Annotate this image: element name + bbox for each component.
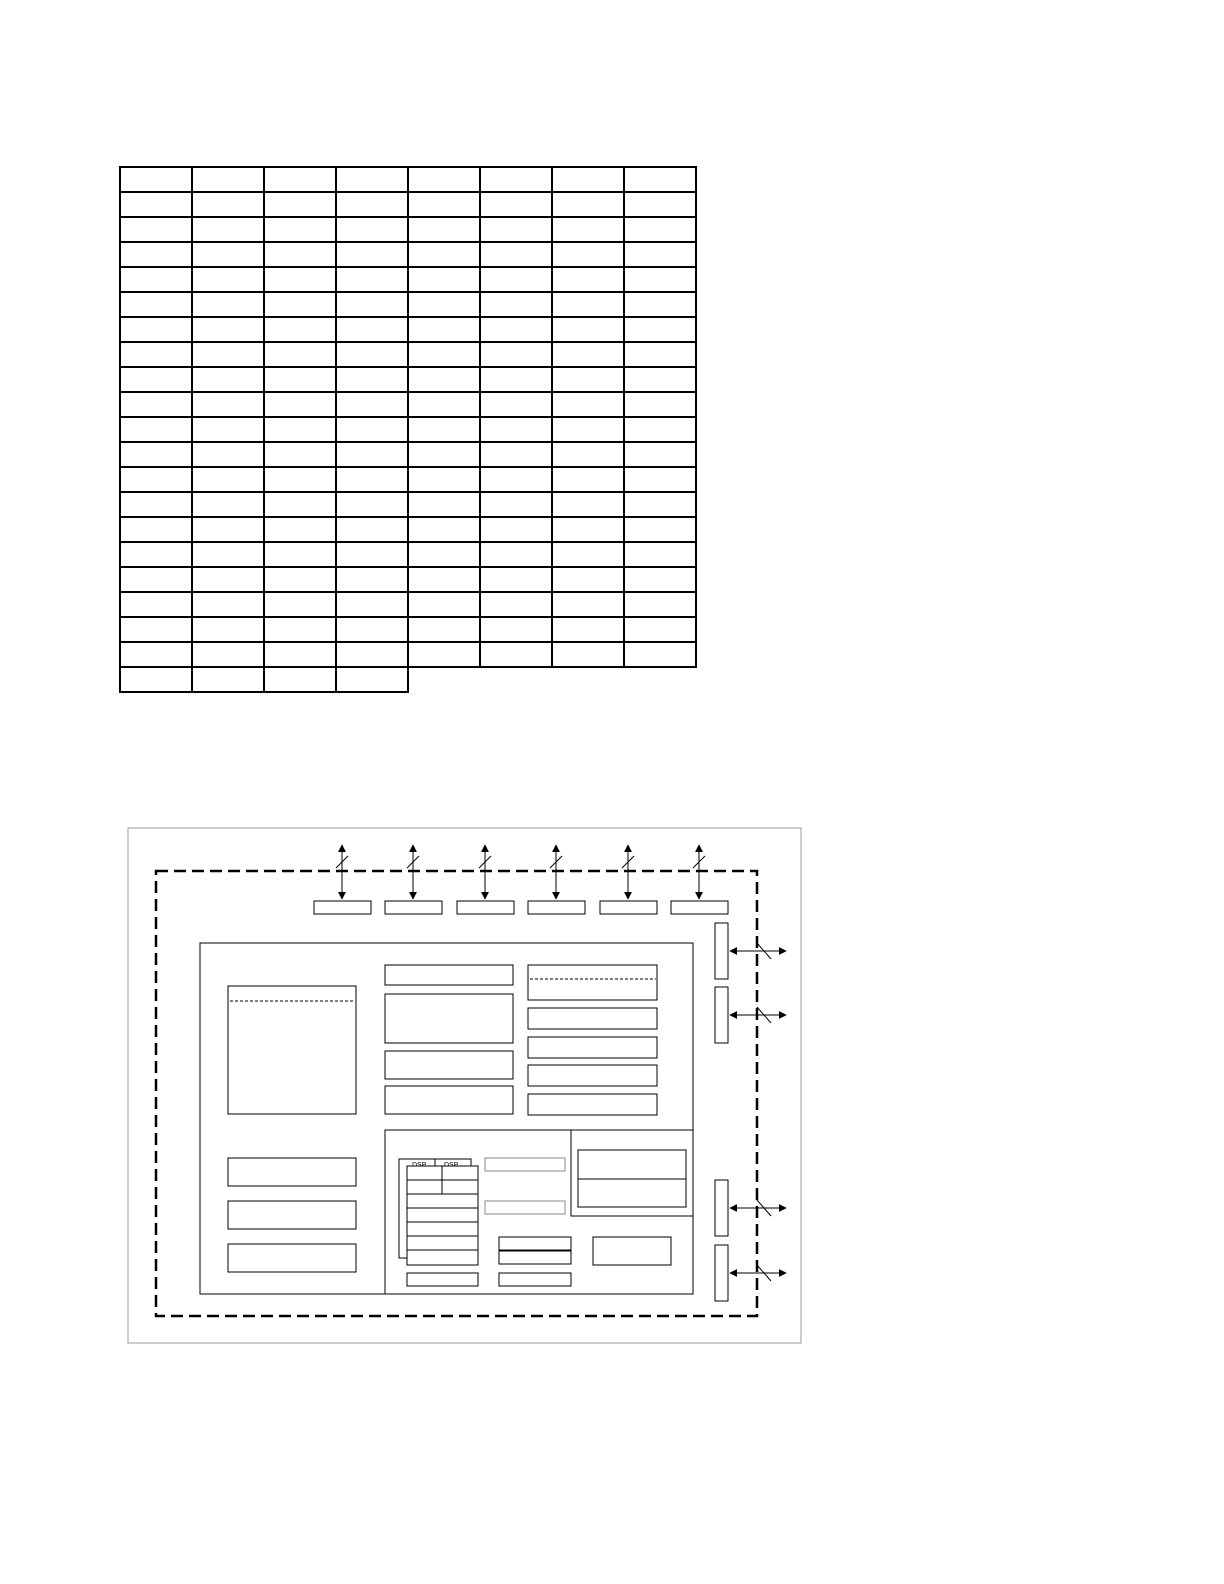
mid-block-4 (385, 1086, 513, 1114)
mid-block-1 (385, 965, 513, 985)
top-port (314, 845, 371, 914)
right-ports (715, 923, 786, 1301)
right-block-1 (528, 965, 657, 1000)
right-port (715, 1180, 786, 1236)
subsystem-right-panel (571, 1130, 693, 1216)
right-block-2 (528, 1008, 657, 1029)
small-block-5 (499, 1273, 571, 1286)
left-block-3 (228, 1244, 356, 1272)
right-block-3 (528, 1037, 657, 1058)
top-port (457, 845, 514, 914)
mid-block-3 (385, 1051, 513, 1079)
top-ports (314, 845, 728, 914)
right-port (715, 1245, 786, 1301)
small-block-2 (499, 1251, 571, 1264)
top-port (528, 845, 585, 914)
left-block-2 (228, 1201, 356, 1229)
top-port (671, 845, 728, 914)
right-block-4 (528, 1065, 657, 1086)
top-port (385, 845, 442, 914)
small-block-1 (499, 1237, 571, 1250)
left-block-1 (228, 1158, 356, 1186)
right-port (715, 987, 786, 1043)
right-block-5 (528, 1094, 657, 1115)
top-port (600, 845, 657, 914)
memory-block (228, 986, 356, 1114)
right-port (715, 923, 786, 979)
small-block-4 (407, 1273, 478, 1286)
mid-block-2 (385, 994, 513, 1043)
small-block-3 (593, 1237, 671, 1265)
gray-block-2 (485, 1201, 565, 1214)
gray-block-1 (485, 1158, 565, 1171)
